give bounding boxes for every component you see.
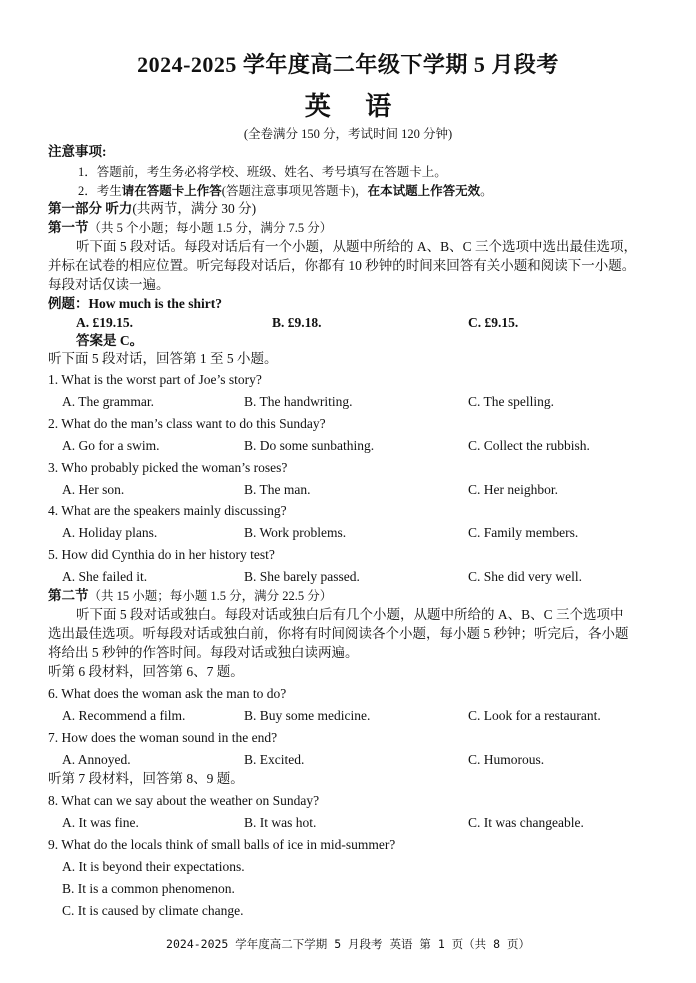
q7-option-a: A. Annoyed. xyxy=(62,752,131,767)
subject-title: 英 语 xyxy=(304,92,406,121)
q8-option-a: A. It was fine. xyxy=(62,815,139,830)
q8-option-b: B. It was hot. xyxy=(244,815,317,830)
q4-option-b: B. Work problems. xyxy=(244,525,347,540)
section1-instruction-2: 并标在试卷的相应位置。听完每段对话后，你都有 10 秒钟的时间来回答有关小题和阅读下一小题。 xyxy=(48,258,636,273)
q9-option-a: A. It is beyond their expectations. xyxy=(62,859,245,874)
q5-option-c: C. She did very well. xyxy=(468,569,582,584)
q3-option-c: C. Her neighbor. xyxy=(468,482,558,497)
score-time-note: (全卷满分 150 分，考试时间 120 分钟) xyxy=(243,127,453,141)
question-9: 9. What do the locals think of small balls of ice in mid-summer? xyxy=(48,837,396,852)
q9-option-b: B. It is a common phenomenon. xyxy=(62,881,235,896)
section2-heading: 第二节（共 15 小题；每小题 1.5 分，满分 22.5 分） xyxy=(48,588,333,603)
question-7: 7. How does the woman sound in the end? xyxy=(48,730,278,745)
q4-option-c: C. Family members. xyxy=(468,525,579,540)
section2-instruction-3: 将给出 5 秒钟的作答时间。每段对话或独白读两遍。 xyxy=(48,645,359,660)
section1-instruction-3: 每段对话仅读一遍。 xyxy=(48,277,170,292)
q6-option-b: B. Buy some medicine. xyxy=(244,708,371,723)
example-option-b: B. £9.18. xyxy=(272,315,322,330)
q7-option-b: B. Excited. xyxy=(244,752,305,767)
q3-option-b: B. The man. xyxy=(244,482,311,497)
notice-item-2: 2．考生请在答题卡上作答(答题注意事项见答题卡)，在本试题上作答无效。 xyxy=(78,184,493,198)
question-3: 3. Who probably picked the woman’s roses? xyxy=(48,460,288,475)
exam-title: 2024-2025 学年度高二年级下学期 5 月段考 xyxy=(137,52,559,77)
q7-option-c: C. Humorous. xyxy=(468,752,545,767)
q8-option-c: C. It was changeable. xyxy=(468,815,584,830)
example-option-c: C. £9.15. xyxy=(468,315,519,330)
question-6: 6. What does the woman ask the man to do? xyxy=(48,686,287,701)
q6-option-c: C. Look for a restaurant. xyxy=(468,708,601,723)
example-option-a: A. £19.15. xyxy=(76,315,133,330)
q2-option-b: B. Do some sunbathing. xyxy=(244,438,375,453)
part1-heading: 第一部分 听力(共两节，满分 30 分) xyxy=(48,201,257,216)
question-8: 8. What can we say about the weather on Sunday? xyxy=(48,793,320,808)
section1-heading: 第一节（共 5 个小题；每小题 1.5 分，满分 7.5 分） xyxy=(48,220,333,235)
question-4: 4. What are the speakers mainly discussing? xyxy=(48,503,287,518)
q2-option-c: C. Collect the rubbish. xyxy=(468,438,590,453)
material-7-lead: 听第 7 段材料，回答第 8、9 题。 xyxy=(48,771,244,786)
q6-option-a: A. Recommend a film. xyxy=(62,708,186,723)
q1-option-b: B. The handwriting. xyxy=(244,394,353,409)
section2-instruction-2: 选出最佳选项。听每段对话或独白前，你将有时间阅读各个小题，每小题 5 秒钟；听完后，各小题 xyxy=(48,626,629,641)
q1-option-c: C. The spelling. xyxy=(468,394,554,409)
section1-instruction-1: 听下面 5 段对话。每段对话后有一个小题，从题中所给的 A、B、C 三个选项中选出最佳选项， xyxy=(76,239,638,254)
notice-heading: 注意事项: xyxy=(48,144,107,159)
q5-option-a: A. She failed it. xyxy=(62,569,148,584)
q5-option-b: B. She barely passed. xyxy=(244,569,360,584)
q2-option-a: A. Go for a swim. xyxy=(62,438,160,453)
section1-lead: 听下面 5 段对话，回答第 1 至 5 小题。 xyxy=(48,351,278,366)
example-answer: 答案是 C。 xyxy=(76,333,144,348)
material-6-lead: 听第 6 段材料，回答第 6、7 题。 xyxy=(48,664,244,679)
notice-item-1: 1．答题前，考生务必将学校、班级、姓名、考号填写在答题卡上。 xyxy=(78,165,447,179)
q9-option-c: C. It is caused by climate change. xyxy=(62,903,244,918)
question-2: 2. What do the man’s class want to do this Sunday? xyxy=(48,416,326,431)
q4-option-a: A. Holiday plans. xyxy=(62,525,158,540)
question-1: 1. What is the worst part of Joe’s story? xyxy=(48,372,262,387)
question-5: 5. How did Cynthia do in her history test? xyxy=(48,547,275,562)
section2-instruction-1: 听下面 5 段对话或独白。每段对话或独白后有几个小题，从题中所给的 A、B、C 三个选项中 xyxy=(76,607,624,622)
q1-option-a: A. The grammar. xyxy=(62,394,154,409)
q3-option-a: A. Her son. xyxy=(62,482,125,497)
example-question: 例题：How much is the shirt? xyxy=(48,296,223,311)
page-footer: 2024-2025 学年度高二下学期 5 月段考 英语 第 1 页（共 8 页） xyxy=(166,937,530,951)
